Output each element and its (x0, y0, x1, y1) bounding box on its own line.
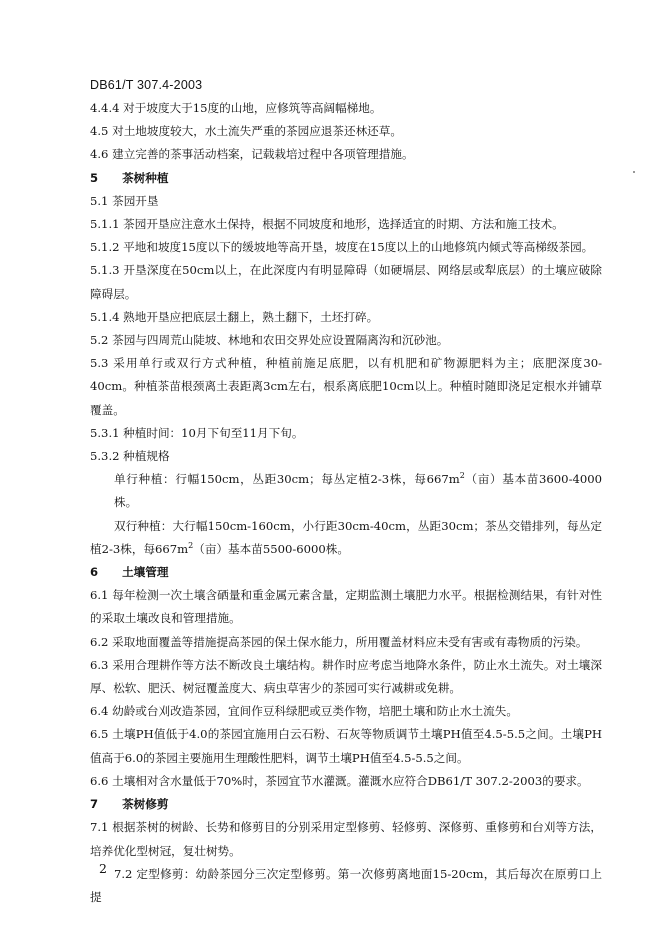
page-number: 2 (99, 861, 107, 876)
section-number: 7 (90, 797, 99, 812)
scan-speck (633, 171, 635, 173)
single-row-spec (90, 468, 602, 514)
section-title: 土壤管理 (122, 565, 169, 580)
clause-5-1-1: 5.1.1 茶园开垦应注意水土保持，根据不同坡度和地形，选择适宜的时期、方法和施工技术。 (90, 217, 564, 232)
clause-6-3: 6.3 采用合理耕作等方法不断改良土壤结构。耕作时应考虑当地降水条件，防止水土流失。对土壤深厚、松软、肥沃、树冠覆盖度大、病虫草害少的茶园可实行减耕或免耕。 (90, 657, 602, 696)
clause-4-6: 4.6 建立完善的茶事活动档案，记载栽培过程中各项管理措施。 (90, 147, 414, 162)
single-row-text-b: （亩）基本苗3600-4000株。 (114, 472, 602, 510)
clause-5-3: 5.3 采用单行或双行方式种植，种植前施足底肥，以有机肥和矿物源肥料为主；底肥深度30-40cm。种植茶苗根颈离土表距离3cm左右，根系离底肥10cm以上。种植时随即浇足定根水并铺草覆盖。 (90, 356, 602, 417)
double-row-sup: 2 (188, 541, 194, 550)
section-title: 茶树修剪 (122, 797, 169, 812)
document-code: DB61/T 307.4-2003 (90, 78, 203, 92)
clause-5-3-2: 5.3.2 种植规格 (90, 449, 170, 464)
section-number: 5 (90, 170, 99, 185)
section-title: 茶树种植 (122, 170, 169, 185)
clause-6-2: 6.2 采取地面覆盖等措施提高茶园的保土保水能力，所用覆盖材料应未受有害或有毒物质的污染。 (90, 634, 588, 649)
clause-6-5: 6.5 土壤PH值低于4.0的茶园宜施用白云石粉、石灰等物质调节土壤PH值至4.5-5.5之间。土壤PH值高于6.0的茶园主要施用生理酸性肥料，调节土壤PH值至4.5-5.5之间。 (90, 727, 602, 765)
section-number: 6 (90, 565, 99, 580)
section-heading-5 (90, 167, 602, 190)
clause-5-1-3: 5.1.3 开垦深度在50cm以上，在此深度内有明显障碍（如硬塥层、网络层或犁底层）的土壤应破除障碍层。 (90, 263, 602, 301)
clause-6-4: 6.4 幼龄或台刈改造茶园，宜间作豆科绿肥或豆类作物，培肥土壤和防止水土流失。 (90, 704, 518, 719)
section-heading-6 (90, 561, 602, 584)
clause-4-5: 4.5 对土地坡度较大，水土流失严重的茶园应退茶还林还草。 (90, 124, 402, 139)
double-row-spec (90, 515, 602, 561)
clause-7-2: 7.2 定型修剪：幼龄茶园分三次定型修剪。第一次修剪离地面15-20cm，其后每次在原剪口上提 (90, 866, 602, 904)
double-row-text-b: （亩）基本苗5500-6000株。 (193, 541, 349, 556)
document-body (90, 97, 602, 909)
single-row-sup: 2 (459, 471, 465, 481)
clause-4-4-4: 4.4.4 对于坡度大于15度的山地，应修筑等高阔幅梯地。 (90, 101, 382, 115)
clause-5-1-4: 5.1.4 熟地开垦应把底层土翻上，熟土翻下，土坯打碎。 (90, 309, 379, 324)
clause-6-1: 6.1 每年检测一次土壤含硒量和重金属元素含量，定期监测土壤肥力水平。根据检测结果，有针对性的采取土壤改良和管理措施。 (90, 588, 602, 626)
clause-5-3-1: 5.3.1 种植时间：10月下旬至11月下旬。 (90, 425, 304, 440)
double-row-text-a: 双行种植：大行幅150cm-160cm，小行距30cm-40cm，丛距30cm；茶丛交错排列，每丛定植2-3株，每667m (90, 518, 602, 556)
clause-5-2: 5.2 茶园与四周荒山陡坡、林地和农田交界处应设置隔离沟和沉砂池。 (90, 333, 449, 348)
clause-5-1: 5.1 茶园开垦 (90, 193, 159, 208)
clause-7-1: 7.1 根据茶树的树龄、长势和修剪目的分别采用定型修剪、轻修剪、深修剪、重修剪和台刈等方法，培养优化型树冠，复壮树势。 (90, 820, 602, 858)
clause-6-6: 6.6 土壤相对含水量低于70%时，茶园宜节水灌溉。灌溉水应符合DB61/T 307.2-2003的要求。 (90, 773, 589, 788)
section-heading-7 (90, 793, 602, 816)
single-row-text-a: 单行种植：行幅150cm，丛距30cm；每丛定植2-3株，每667m (114, 472, 460, 487)
clause-5-1-2: 5.1.2 平地和坡度15度以下的缓坡地等高开垦，坡度在15度以上的山地修筑内倾式等高梯级茶园。 (90, 240, 594, 255)
